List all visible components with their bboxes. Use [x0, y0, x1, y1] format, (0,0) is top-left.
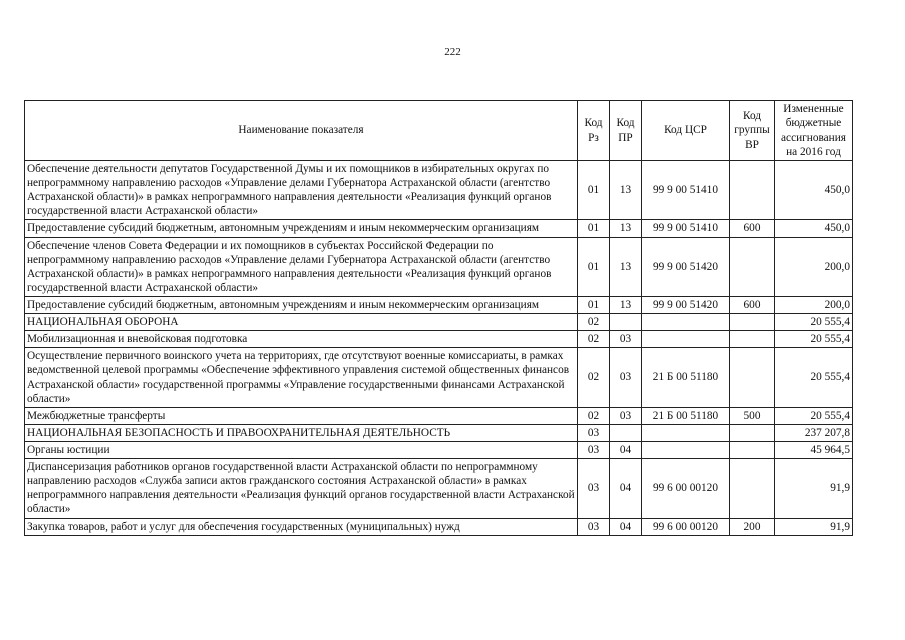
header-csr: Код ЦСР [642, 101, 730, 161]
cell-sum: 450,0 [775, 161, 853, 220]
table-header-row [25, 101, 853, 161]
cell-vr [730, 237, 775, 296]
table-row [25, 407, 853, 424]
cell-name: Предоставление субсидий бюджетным, автономным учреждениям и иным некоммерческим организациям [25, 220, 578, 237]
cell-vr [730, 441, 775, 458]
cell-sum: 237 207,8 [775, 424, 853, 441]
cell-pr: 04 [610, 441, 642, 458]
table-row [25, 237, 853, 296]
budget-table [24, 100, 853, 536]
cell-pr [610, 314, 642, 331]
cell-csr: 99 6 00 00120 [642, 518, 730, 535]
cell-vr: 600 [730, 296, 775, 313]
cell-vr [730, 424, 775, 441]
table-row [25, 518, 853, 535]
cell-csr: 99 9 00 51420 [642, 296, 730, 313]
cell-sum: 91,9 [775, 459, 853, 518]
cell-csr: 99 9 00 51410 [642, 161, 730, 220]
table-row [25, 331, 853, 348]
cell-sum: 20 555,4 [775, 348, 853, 407]
cell-csr: 99 6 00 00120 [642, 459, 730, 518]
cell-name: Обеспечение деятельности депутатов Государственной Думы и их помощников в избирательных округах по непрограммному направлению расходов «Управление делами Губернатора Астраханской области (агентство Астраханской области)» в рамках непрограммного направления деятельности «Реализация функций органов государственной власти Астраханской области» [25, 161, 578, 220]
cell-rz: 03 [578, 424, 610, 441]
header-sum: Измененные бюджетные ассигнования на 2016 год [775, 101, 853, 161]
cell-vr: 200 [730, 518, 775, 535]
table-row [25, 161, 853, 220]
table-row [25, 459, 853, 518]
header-rz: Код Рз [578, 101, 610, 161]
cell-sum: 450,0 [775, 220, 853, 237]
cell-name: Предоставление субсидий бюджетным, автономным учреждениям и иным некоммерческим организациям [25, 296, 578, 313]
cell-vr [730, 331, 775, 348]
cell-csr [642, 441, 730, 458]
cell-csr [642, 331, 730, 348]
cell-csr [642, 314, 730, 331]
table-row [25, 296, 853, 313]
cell-sum: 20 555,4 [775, 314, 853, 331]
table-body [25, 161, 853, 536]
cell-rz: 03 [578, 518, 610, 535]
cell-pr: 04 [610, 518, 642, 535]
table-row [25, 348, 853, 407]
cell-sum: 91,9 [775, 518, 853, 535]
cell-rz: 01 [578, 161, 610, 220]
cell-sum: 20 555,4 [775, 407, 853, 424]
cell-name: Органы юстиции [25, 441, 578, 458]
cell-vr [730, 314, 775, 331]
cell-vr [730, 161, 775, 220]
cell-vr: 600 [730, 220, 775, 237]
cell-csr: 21 Б 00 51180 [642, 407, 730, 424]
cell-pr: 03 [610, 407, 642, 424]
cell-csr: 21 Б 00 51180 [642, 348, 730, 407]
cell-pr: 13 [610, 161, 642, 220]
cell-rz: 01 [578, 296, 610, 313]
cell-rz: 02 [578, 314, 610, 331]
cell-pr: 13 [610, 237, 642, 296]
cell-vr: 500 [730, 407, 775, 424]
table-row [25, 441, 853, 458]
cell-rz: 02 [578, 331, 610, 348]
cell-vr [730, 348, 775, 407]
cell-vr [730, 459, 775, 518]
cell-pr [610, 424, 642, 441]
cell-name: Межбюджетные трансферты [25, 407, 578, 424]
header-name: Наименование показателя [25, 101, 578, 161]
cell-sum: 200,0 [775, 296, 853, 313]
cell-csr: 99 9 00 51420 [642, 237, 730, 296]
table-row [25, 220, 853, 237]
cell-sum: 200,0 [775, 237, 853, 296]
cell-rz: 01 [578, 237, 610, 296]
cell-csr [642, 424, 730, 441]
cell-pr: 03 [610, 348, 642, 407]
cell-name: Закупка товаров, работ и услуг для обеспечения государственных (муниципальных) нужд [25, 518, 578, 535]
cell-rz: 01 [578, 220, 610, 237]
cell-rz: 02 [578, 348, 610, 407]
table-row [25, 314, 853, 331]
cell-name: НАЦИОНАЛЬНАЯ ОБОРОНА [25, 314, 578, 331]
cell-rz: 02 [578, 407, 610, 424]
cell-rz: 03 [578, 441, 610, 458]
cell-name: НАЦИОНАЛЬНАЯ БЕЗОПАСНОСТЬ И ПРАВООХРАНИТЕЛЬНАЯ ДЕЯТЕЛЬНОСТЬ [25, 424, 578, 441]
header-pr: Код ПР [610, 101, 642, 161]
cell-name: Обеспечение членов Совета Федерации и их помощников в субъектах Российской Федерации по непрограммному направлению расходов «Управление делами Губернатора Астраханской области (агентство Астраханской области)» в рамках непрограммного направления деятельности «Реализация функций органов государственной власти Астраханской области» [25, 237, 578, 296]
page-number: 222 [444, 46, 461, 58]
cell-pr: 13 [610, 220, 642, 237]
cell-name: Мобилизационная и вневойсковая подготовка [25, 331, 578, 348]
cell-pr: 03 [610, 331, 642, 348]
cell-name: Осуществление первичного воинского учета на территориях, где отсутствуют военные комиссариаты, в рамках ведомственной целевой программы «Обеспечение эффективного управления системой общественных финансов Астраханской области» государственной программы «Управление государственными финансами Астраханской области» [25, 348, 578, 407]
header-vr: Код группы ВР [730, 101, 775, 161]
cell-name: Диспансеризация работников органов государственной власти Астраханской области по непрограммному направлению расходов «Служба записи актов гражданского состояния Астраханской области» в рамках непрограммного направления деятельности «Реализация функций органов государственной власти Астраханской области» [25, 459, 578, 518]
cell-pr: 13 [610, 296, 642, 313]
cell-rz: 03 [578, 459, 610, 518]
cell-sum: 45 964,5 [775, 441, 853, 458]
cell-sum: 20 555,4 [775, 331, 853, 348]
cell-csr: 99 9 00 51410 [642, 220, 730, 237]
cell-pr: 04 [610, 459, 642, 518]
table-row [25, 424, 853, 441]
